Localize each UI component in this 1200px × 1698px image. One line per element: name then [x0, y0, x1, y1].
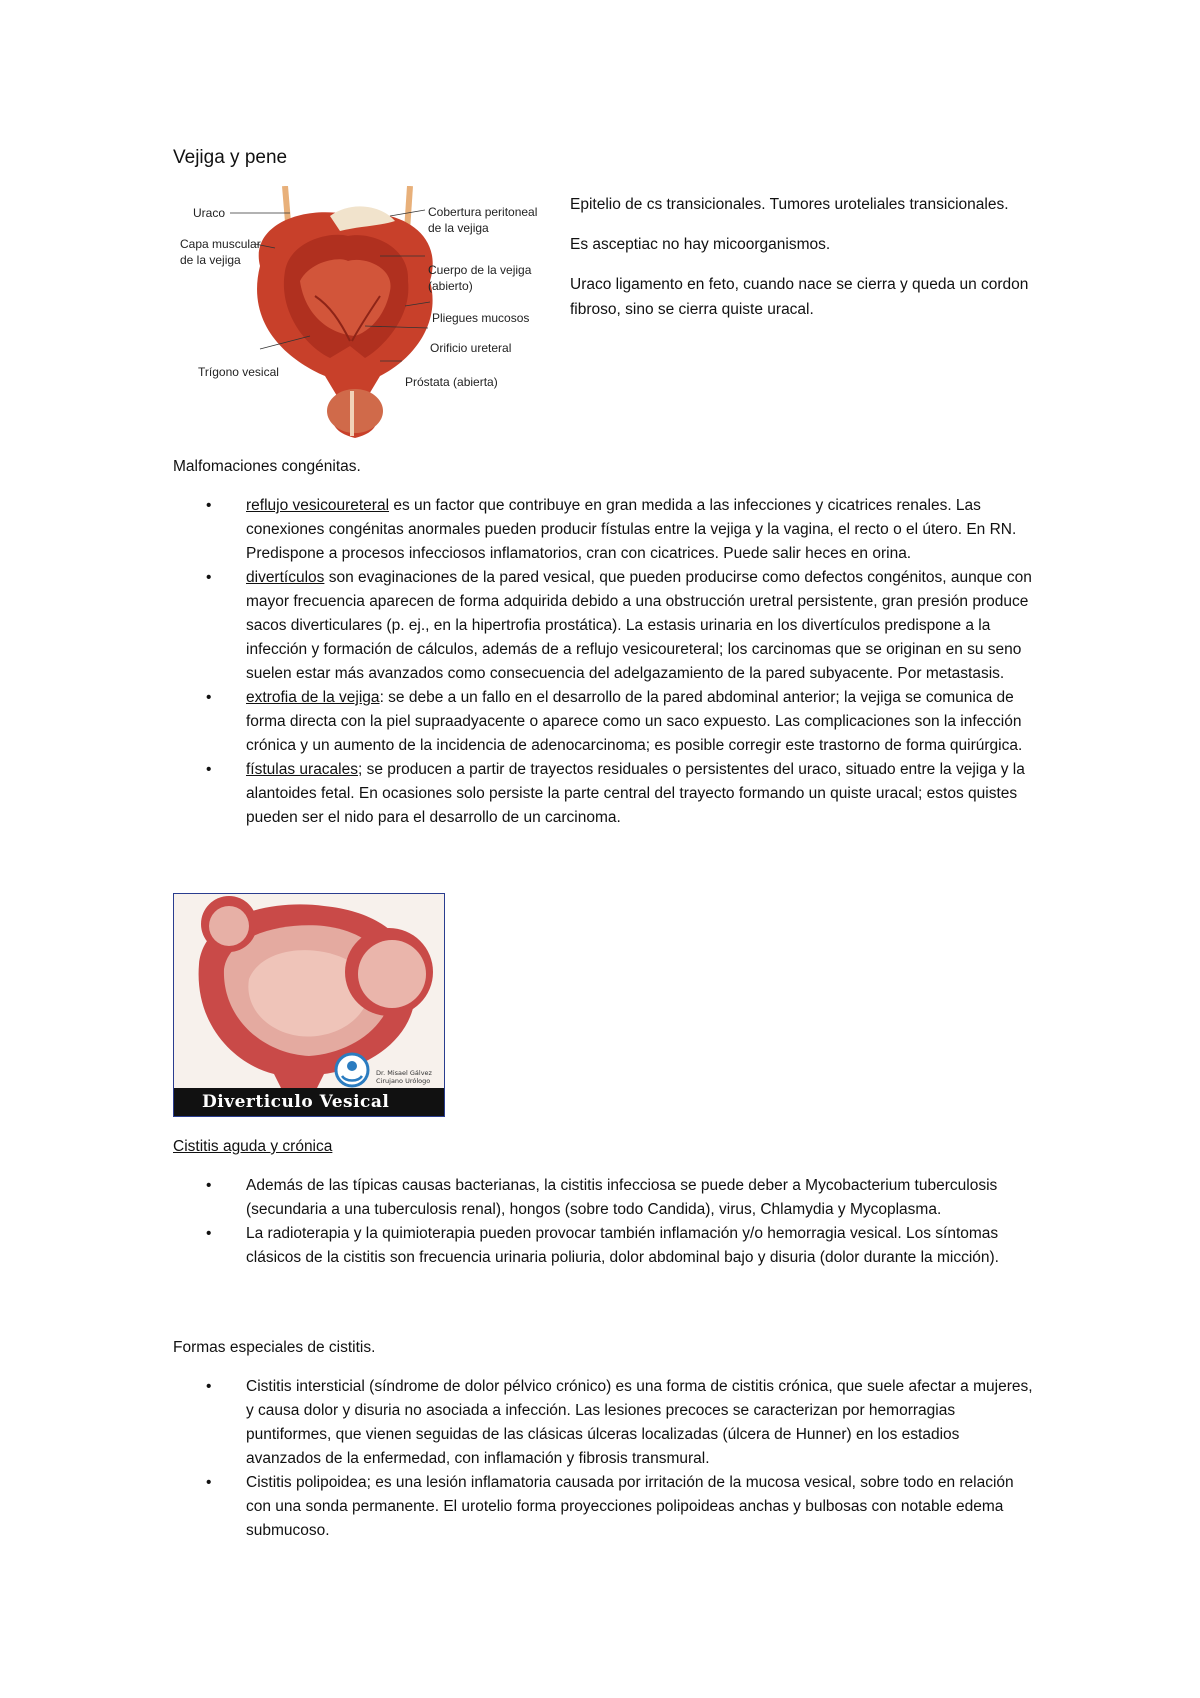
bladder-anatomy-illustration: [180, 186, 540, 441]
intro-paragraph: Es asceptiac no hay micoorganismos.: [570, 236, 831, 253]
list-item: [206, 758, 1036, 830]
heading-malformaciones: Malfomaciones congénitas.: [173, 458, 361, 475]
label-capa-muscular-2: de la vejiga: [180, 253, 241, 267]
label-uraco: Uraco: [192, 206, 225, 220]
label-cuerpo-2: (abierto): [428, 279, 473, 293]
heading-formas: Formas especiales de cistitis.: [173, 1339, 376, 1356]
intro-text: [570, 192, 1030, 337]
item-text: : se debe a un fallo en el desarrollo de la pared abdominal anterior; la vejiga se comunica de forma directa con la piel supraadyacente o aparece como un saco expuesto. Las complicaciones son la infección crónica y un aumento de la incidencia de adenocarcinoma; es posible corregir este trastorno de forma quirúrgica.: [246, 689, 1023, 754]
intro-paragraph: Epitelio de cs transicionales. Tumores uroteliales transicionales.: [570, 196, 1009, 213]
item-text: son evaginaciones de la pared vesical, que pueden producirse como defectos congénitos, aunque con mayor frecuencia aparecen de forma adquirida debido a una obstrucción uretral persistente, gran presión produce sacos diverticulares (p. ej., en la hipertrofia prostática). La estasis urinaria en los divertículos predispone a la infección y formación de cálculos, además de a reflujo vesicoureteral; los carcinomas que se originan en su seno suelen estar más avanzados como consecuencia del adelgazamiento de la pared subyacente. Por metastasis.: [246, 569, 1032, 682]
diverticulo-figure: [173, 893, 445, 1117]
item-text: es un factor que contribuye en gran medida a las infecciones y cicatrices renales. Las conexiones congénitas anormales pueden producir fístulas entre la vejiga y la vagina, el recto o el útero. En RN. Predispone a procesos infecciosos inflamatorios, cran con cicatrices. Puede salir heces en orina.: [246, 497, 1017, 562]
term-diverticulos: divertículos: [246, 569, 325, 586]
term-fistulas: fístulas uracales: [246, 761, 358, 778]
label-pliegues: Pliegues mucosos: [432, 311, 530, 325]
label-orificio: Orificio ureteral: [430, 341, 512, 355]
list-item: [206, 686, 1036, 758]
term-reflujo: reflujo vesicoureteral: [246, 497, 390, 514]
list-item: • Además de las típicas causas bacterianas, la cistitis infecciosa se puede deber a Mycobacterium tuberculosis (secundaria a una tuberculosis renal), hongos (sobre todo Candida), virus, Chlamydia y Mycoplasma.: [206, 1174, 1036, 1222]
formas-list: [206, 1375, 1036, 1543]
intro-paragraph: Uraco ligamento en feto, cuando nace se cierra y queda un cordon fibroso, sino se cierra quiste uracal.: [570, 276, 1029, 318]
page-title: Vejiga y pene: [173, 147, 288, 168]
cistitis-list: [206, 1174, 1036, 1270]
list-item: [206, 494, 1036, 566]
heading-cistitis: Cistitis aguda y crónica: [173, 1138, 333, 1155]
list-item: • Cistitis intersticial (síndrome de dolor pélvico crónico) es una forma de cistitis crónica, que suele afectar a mujeres, y causa dolor y disuria no asociada a infección. Las lesiones precoces se caracterizan por hemorragias puntiformes, que vienen seguidas de las clásicas úlceras localizadas (úlcera de Hunner) en los estadios avanzados de la enfermedad, con inflamación y fibrosis transmural.: [206, 1375, 1036, 1471]
term-extrofia: extrofia de la vejiga: [246, 689, 380, 706]
label-prostata: Próstata (abierta): [405, 375, 498, 389]
label-trigono: Trígono vesical: [198, 365, 279, 379]
item-text: ; se producen a partir de trayectos residuales o persistentes del uraco, situado entre la vejiga y la alantoides fetal. En ocasiones solo persiste la parte central del trayecto formando un quiste uracal; estos quistes pueden ser el nido para el desarrollo de un carcinoma.: [246, 761, 1025, 826]
credit-text: [376, 1069, 432, 1085]
bladder-anatomy-figure: [180, 186, 540, 441]
list-item: • La radioterapia y la quimioterapia pueden provocar también inflamación y/o hemorragia vesical. Los síntomas clásicos de la cistitis son frecuencia urinaria poliuria, dolor abdominal bajo y disuria (dolor durante la micción).: [206, 1222, 1036, 1270]
label-cobertura-2: de la vejiga: [428, 221, 489, 235]
label-cobertura: Cobertura peritoneal: [428, 205, 538, 219]
list-item: • Cistitis polipoidea; es una lesión inflamatoria causada por irritación de la mucosa vesical, sobre todo en relación con una sonda permanente. El urotelio forma proyecciones polipoideas anchas y bulbosas con notable edema submucoso.: [206, 1471, 1036, 1543]
credit-line: Cirujano Urólogo: [376, 1077, 431, 1085]
credit-line: Dr. Misael Gálvez: [376, 1069, 432, 1077]
label-cuerpo: Cuerpo de la vejiga: [428, 263, 532, 277]
list-item: [206, 566, 1036, 686]
label-capa-muscular: Capa muscular: [180, 237, 261, 251]
malformaciones-list: [206, 494, 1036, 830]
figure-banner: Diverticulo Vesical: [174, 1088, 444, 1116]
